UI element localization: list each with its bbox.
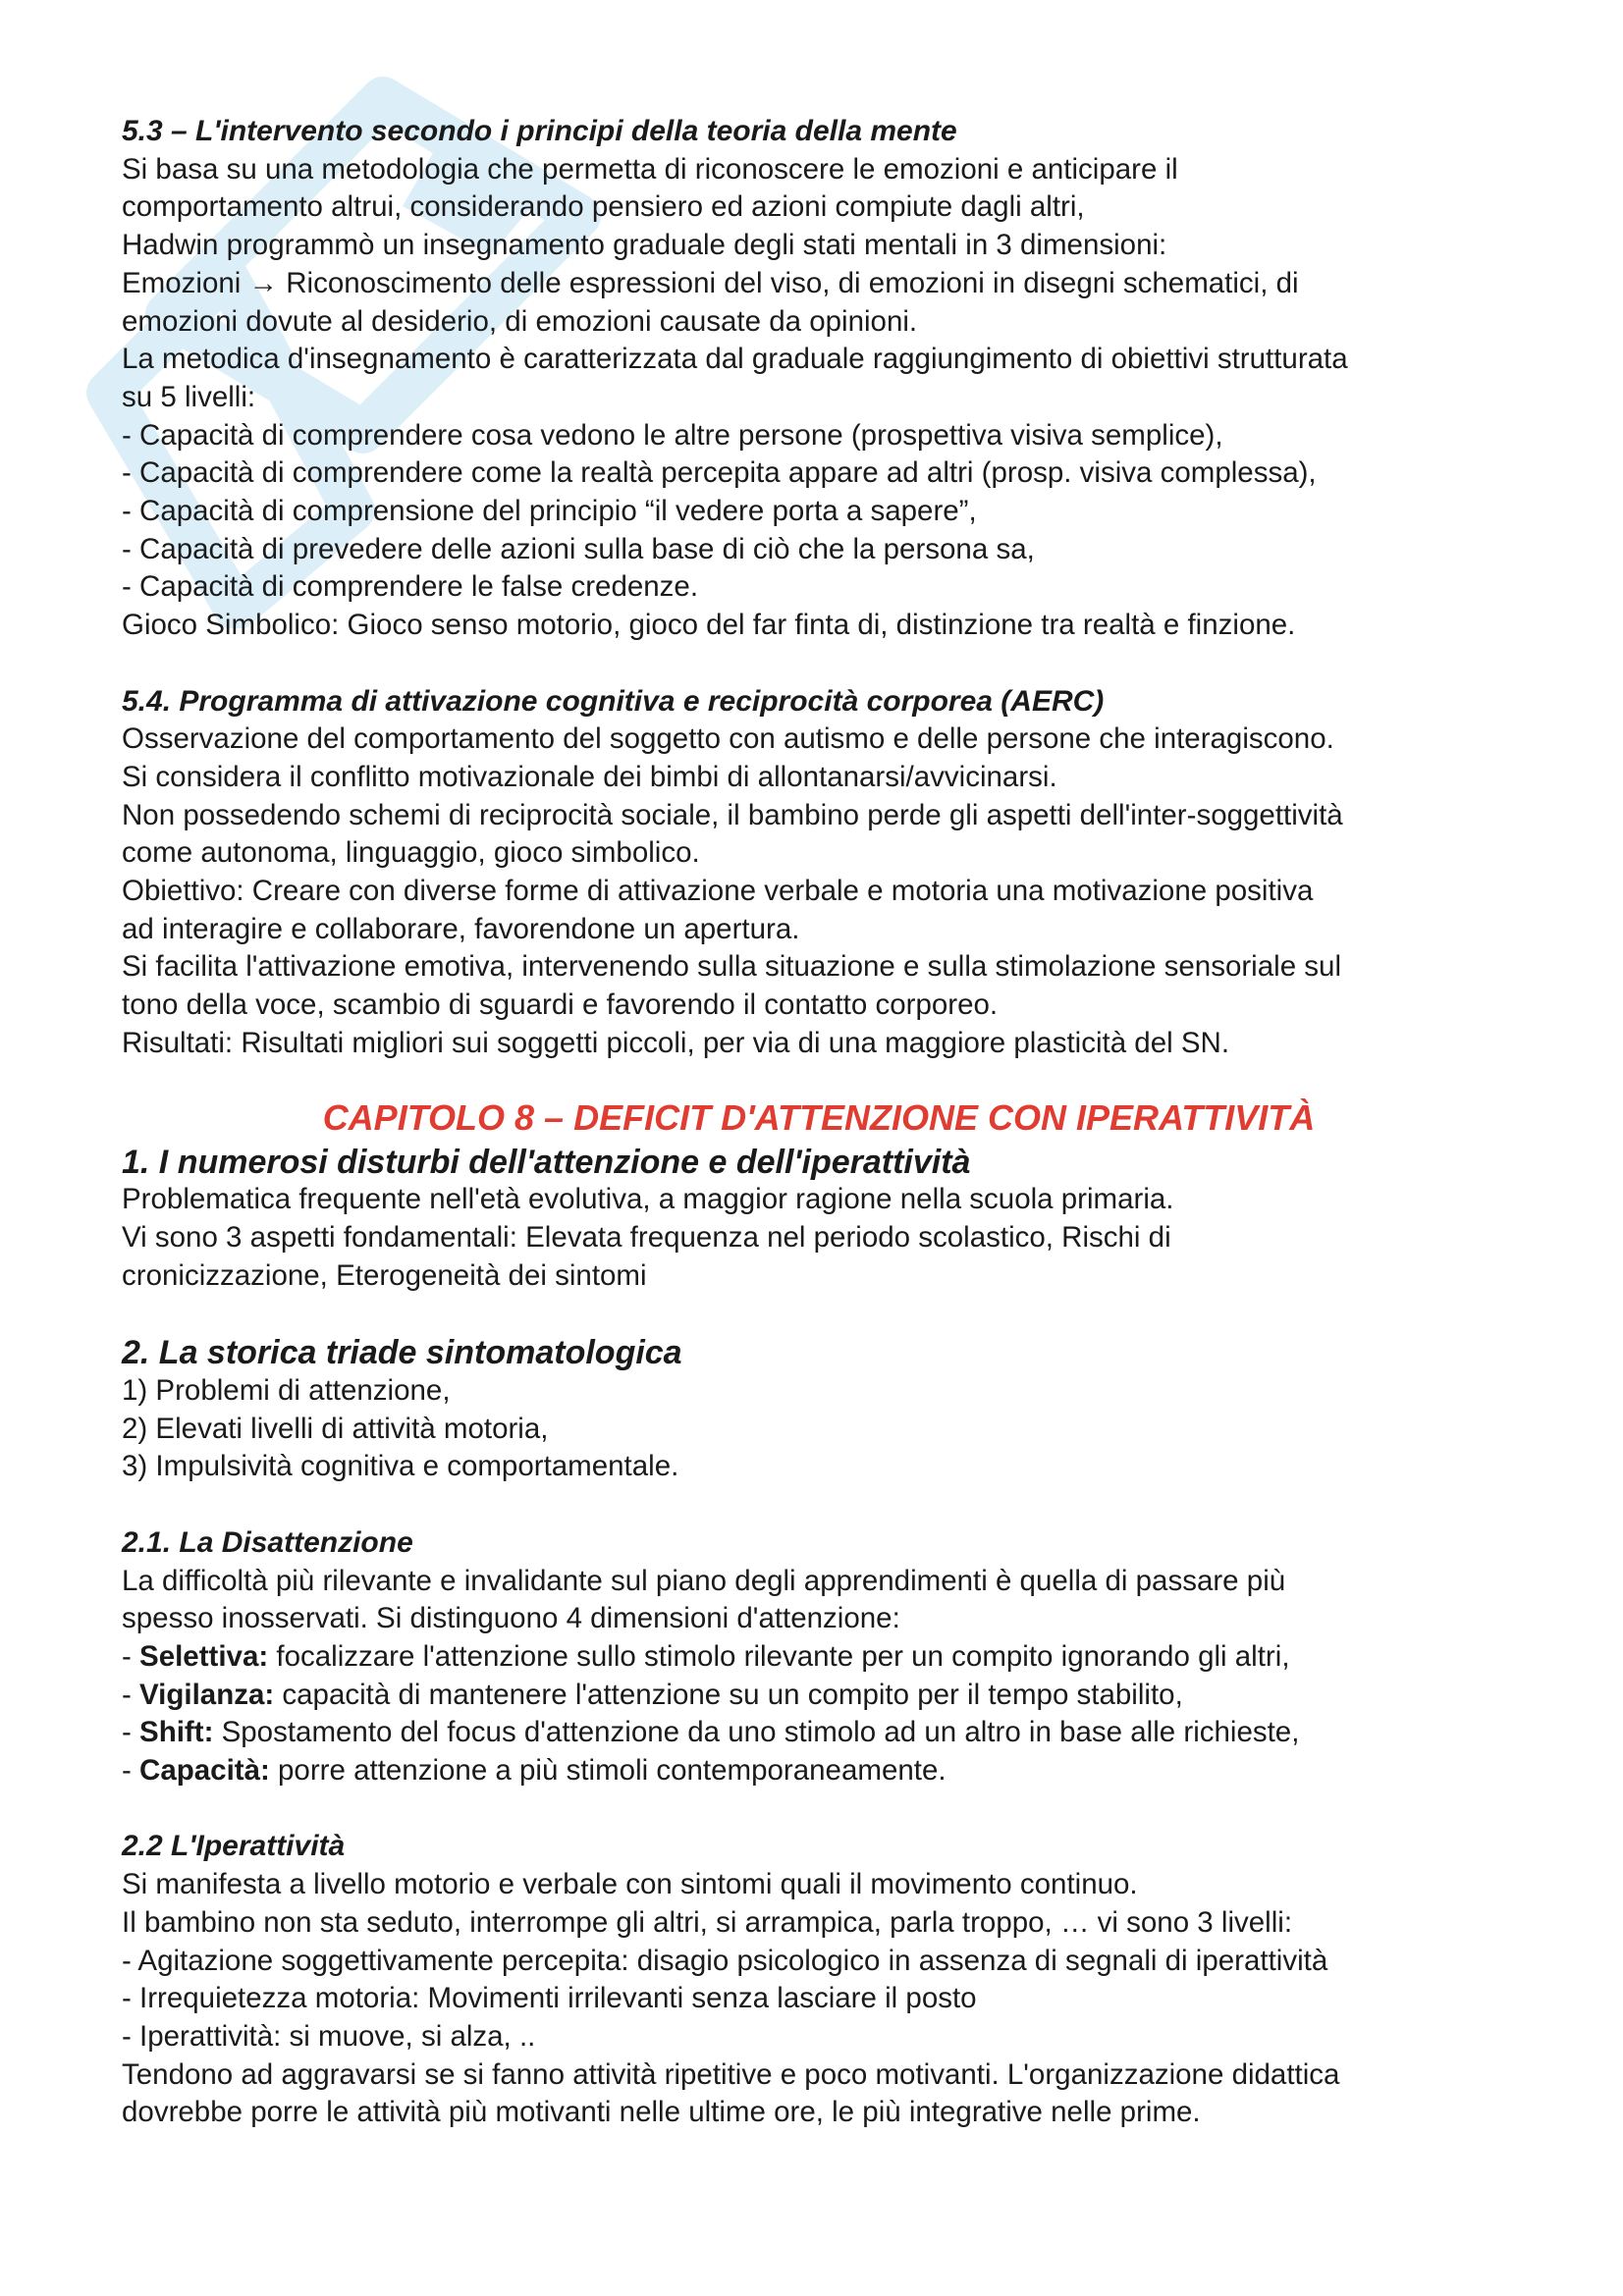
list-item: 3) Impulsività cognitiva e comportamentale. [122, 1450, 679, 1483]
text-line: Osservazione del comportamento del soggetto con autismo e delle persone che interagiscono. [122, 722, 1334, 756]
list-item: - Selettiva: focalizzare l'attenzione sullo stimolo rilevante per un compito ignorando gli altri, [122, 1639, 1290, 1673]
text-line: Obiettivo: Creare con diverse forme di attivazione verbale e motoria una motivazione positiva [122, 875, 1314, 908]
text-line: La metodica d'insegnamento è caratterizzata dal graduale raggiungimento di obiettivi strutturata [122, 343, 1348, 376]
section-1 [122, 1144, 1516, 1296]
text-line: Problematica frequente nell'età evolutiva, a maggior ragione nella scuola primaria. [122, 1183, 1174, 1216]
text-line: Emozioni → Riconoscimento delle espressioni del viso, di emozioni in disegni schematici, di [122, 266, 1299, 299]
section-heading: 2. La storica triade sintomatologica [122, 1334, 682, 1372]
text-line: Si basa su una metodologia che permetta di riconoscere le emozioni e anticipare il [122, 152, 1178, 186]
section-heading: 5.4. Programma di attivazione cognitiva e reciprocità corporea (AERC) [122, 684, 1105, 718]
text-line: Si manifesta a livello motorio e verbale con sintomi quali il movimento continuo. [122, 1868, 1138, 1901]
text-line: Vi sono 3 aspetti fondamentali: Elevata frequenza nel periodo scolastico, Rischi di [122, 1220, 1171, 1254]
text-line: su 5 livelli: [122, 380, 256, 413]
text-line: emozioni dovute al desiderio, di emozioni causate da opinioni. [122, 304, 918, 338]
list-item: 1) Problemi di attenzione, [122, 1374, 451, 1408]
list-item: - Capacità di comprensione del principio “il vedere porta a sapere”, [122, 495, 977, 528]
list-item: - Vigilanza: capacità di mantenere l'attenzione su un compito per il tempo stabilito, [122, 1678, 1183, 1711]
term: Shift: [139, 1716, 214, 1749]
text-line: Tendono ad aggravarsi se si fanno attività ripetitive e poco motivanti. L'organizzazione didattica [122, 2057, 1340, 2091]
term: Vigilanza: [139, 1678, 275, 1711]
text-line: Il bambino non sta seduto, interrompe gli altri, si arrampica, parla troppo, … vi sono 3 livelli: [122, 1905, 1293, 1939]
section-5-3 [122, 113, 1516, 645]
term: Selettiva: [139, 1639, 269, 1673]
text-line: Si facilita l'attivazione emotiva, intervenendo sulla situazione e sulla stimolazione sensoriale sul [122, 950, 1342, 984]
list-item: - Irrequietezza motoria: Movimenti irrilevanti senza lasciare il posto [122, 1982, 977, 2015]
list-item: - Agitazione soggettivamente percepita: disagio psicologico in assenza di segnali di iperattività [122, 1944, 1328, 1977]
list-item: - Capacità: porre attenzione a più stimoli contemporaneamente. [122, 1754, 947, 1788]
list-item: - Iperattività: si muove, si alza, .. [122, 2020, 536, 2053]
text-line: cronicizzazione, Eterogeneità dei sintomi [122, 1258, 647, 1292]
text-line: La difficoltà più rilevante e invalidante sul piano degli apprendimenti è quella di passare più [122, 1564, 1286, 1597]
list-item: - Capacità di comprendere cosa vedono le altre persone (prospettiva visiva semplice), [122, 418, 1223, 452]
document-page [122, 113, 1516, 2132]
text-line: spesso inosservati. Si distinguono 4 dimensioni d'attenzione: [122, 1602, 900, 1635]
list-item: - Capacità di prevedere delle azioni sulla base di ciò che la persona sa, [122, 532, 1035, 565]
paragraph-block [122, 151, 1516, 645]
section-heading: 1. I numerosi disturbi dell'attenzione e dell'iperattività [122, 1143, 971, 1181]
list-item: 2) Elevati livelli di attività motoria, [122, 1412, 549, 1445]
section-heading: 2.2 L'Iperattività [122, 1830, 346, 1863]
text-line: dovrebbe porre le attività più motivanti nelle ultime ore, le più integrative nelle prime. [122, 2096, 1201, 2129]
text-line: comportamento altrui, considerando pensiero ed azioni compiute dagli altri, [122, 190, 1085, 224]
section-heading: 5.3 – L'intervento secondo i principi della teoria della mente [122, 115, 957, 147]
paragraph-block [122, 721, 1516, 1062]
text-line: Gioco Simbolico: Gioco senso motorio, gioco del far finta di, distinzione tra realtà e finzione. [122, 609, 1296, 642]
section-2-2 [122, 1828, 1516, 2132]
text-line: Risultati: Risultati migliori sui soggetti piccoli, per via di una maggiore plasticità del SN. [122, 1026, 1230, 1059]
section-5-4 [122, 683, 1516, 1063]
list-item: - Capacità di comprendere come la realtà percepita appare ad altri (prosp. visiva complessa), [122, 456, 1317, 490]
text-line: ad interagire e collaborare, favorendone un apertura. [122, 912, 800, 945]
text-line: tono della voce, scambio di sguardi e favorendo il contatto corporeo. [122, 988, 999, 1022]
list-item: - Capacità di comprendere le false credenze. [122, 570, 699, 604]
list-item: - Shift: Spostamento del focus d'attenzione da uno stimolo ad un altro in base alle richieste, [122, 1716, 1300, 1749]
text-line: come autonoma, linguaggio, gioco simbolico. [122, 836, 700, 870]
section-2-1 [122, 1524, 1516, 1790]
section-heading: 2.1. La Disattenzione [122, 1525, 413, 1559]
section-2 [122, 1334, 1516, 1486]
text-line: Hadwin programmò un insegnamento graduale degli stati mentali in 3 dimensioni: [122, 229, 1167, 262]
text-line: Si considera il conflitto motivazionale dei bimbi di allontanarsi/avvicinarsi. [122, 760, 1057, 793]
chapter-title: CAPITOLO 8 – DEFICIT D'ATTENZIONE CON IPERATTIVITÀ [322, 1096, 1316, 1138]
text-line: Non possedendo schemi di reciprocità sociale, il bambino perde gli aspetti dell'inter-soggettività [122, 798, 1343, 831]
term: Capacità: [139, 1754, 270, 1788]
